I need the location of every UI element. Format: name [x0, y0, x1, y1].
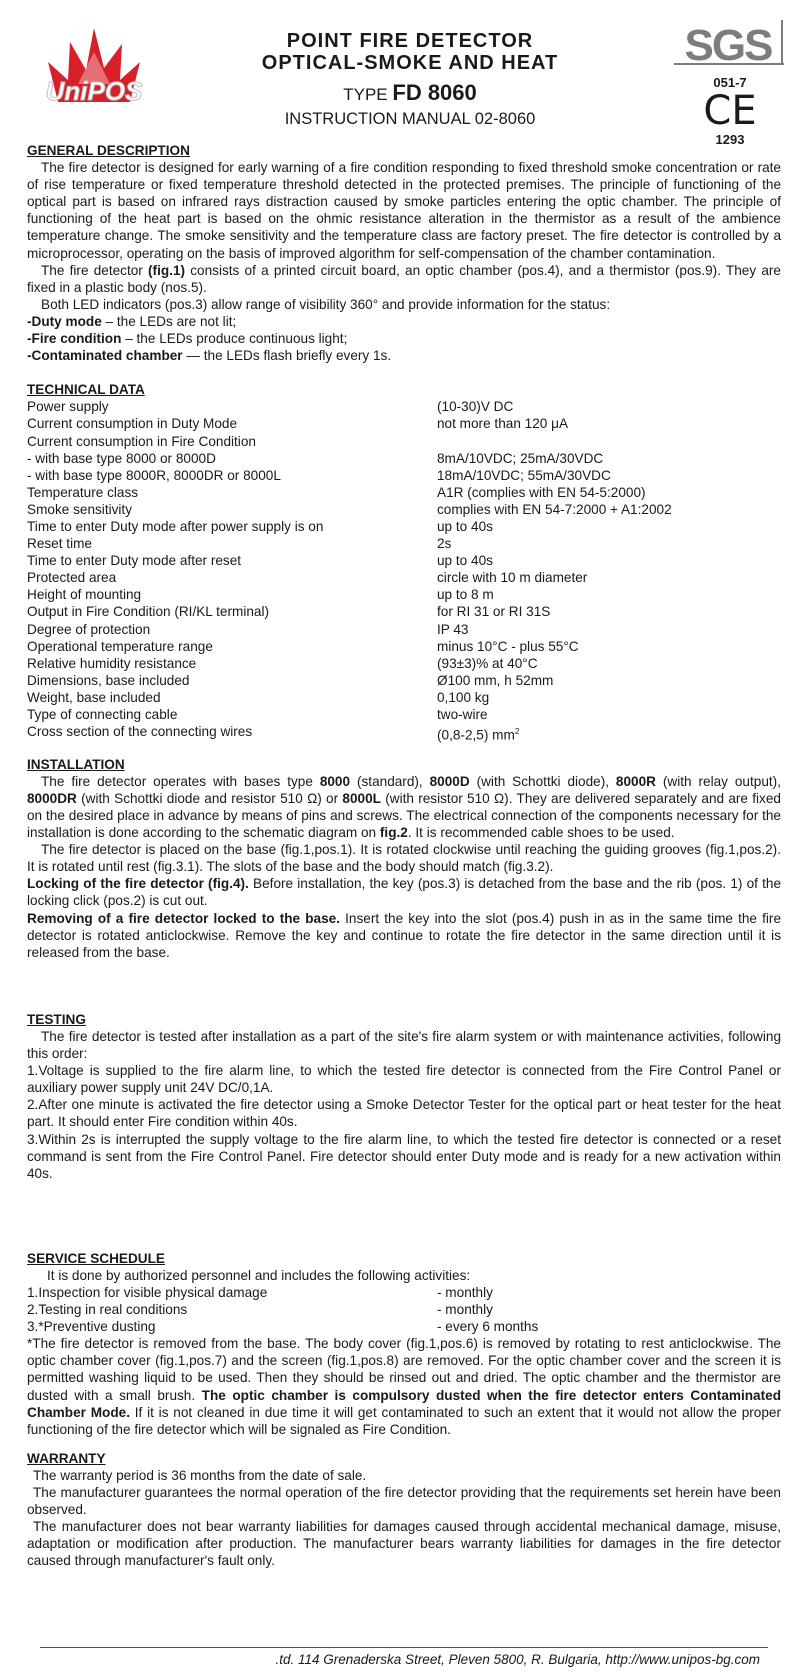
- service-intro: It is done by authorized personnel and includes the following activities:: [47, 1267, 471, 1283]
- general-paragraph-1: The fire detector is designed for early warning of a fire condition responding to fixed threshold smoke concentration or rate of rise temperature or fixed temperature threshold detected in the protected premises. The principle of functioning of the optical part is based on infrared rays distraction caused by smoke particles entering the optic chamber. The principle of functioning of the heat part is based on the ohmic resistance alteration in the thermistor as a result of the ambience temperature change. The smoke sensitivity and the temperature class are factory preset. The fire detector is controlled by a microprocessor, operating on the basis of improved algorithm for self-compensation of the chamber contamination.: [27, 160, 781, 261]
- unit-superscript: 2: [514, 727, 520, 737]
- document-body: [27, 142, 781, 1569]
- tech-param-value: Ø100 mm, h 52mm: [437, 672, 554, 688]
- service-heading: SERVICE SCHEDULE: [27, 1250, 165, 1266]
- sgs-mark-icon: [670, 18, 790, 70]
- tech-param-value: A1R (complies with EN 54-5:2000): [437, 484, 646, 500]
- service-activity: 1.Inspection for visible physical damage: [27, 1284, 268, 1300]
- footer-divider: [40, 1647, 768, 1648]
- tech-param-value: for RI 31 or RI 31S: [437, 604, 551, 620]
- tech-param-label: Dimensions, base included: [27, 672, 190, 688]
- tech-param-value: 8mA/10VDC; 25mA/30VDC: [437, 450, 604, 466]
- technical-heading: TECHNICAL DATA: [27, 382, 145, 398]
- installation-paragraph-4: Removing of a fire detector locked to the base. Insert the key into the slot (pos.4) push in as in the same time the fire detector is rotated anticlockwise. Remove the key and continue to rotate the fire detector in the same direction until it is released from the base.: [27, 910, 781, 960]
- type-value: FD 8060: [392, 80, 477, 105]
- svg-text:SGS: SGS: [684, 21, 772, 70]
- tech-param-value: minus 10°C - plus 55°C: [437, 638, 579, 654]
- general-paragraph-2: The fire detector (fig.1) consists of a printed circuit board, an optic chamber (pos.4), and a thermistor (pos.9). They are fixed in a plastic body (nos.5).: [27, 262, 781, 295]
- tech-param-label: Operational temperature range: [27, 638, 213, 654]
- warranty-paragraph-1: The warranty period is 36 months from the date of sale.: [33, 1467, 367, 1483]
- general-heading: GENERAL DESCRIPTION: [27, 143, 190, 158]
- ce-number: 1293: [715, 132, 745, 147]
- tech-param-value: not more than 120 μA: [437, 416, 569, 432]
- tech-param-value: circle with 10 m diameter: [437, 570, 588, 586]
- document-header: [200, 30, 620, 129]
- tech-param-label: Smoke sensitivity: [27, 501, 133, 517]
- testing-step-3: 3.Within 2s is interrupted the supply voltage to the fire alarm line, to which the tested fire detector is connected or a reset command is sent from the Fire Control Panel. Fire detector should enter Duty mode and is ready for a new activation within 40s.: [27, 1131, 781, 1181]
- warranty-paragraph-3: The manufacturer does not bear warranty liabilities for damages caused through accidental mechanical damage, misuse, adaptation or modification after production. The manufacturer bears warranty liabilities for damages in the fire detector caused through manufacturer's fault only.: [27, 1519, 781, 1569]
- certification-block: [670, 18, 790, 146]
- installation-paragraph-3: Locking of the fire detector (fig.4). Before installation, the key (pos.3) is detached from the base and the rib (pos. 1) of the locking click (pos.2) is cut out.: [27, 876, 782, 909]
- tech-param-label: Temperature class: [27, 484, 139, 500]
- tech-param-value: complies with EN 54-7:2000 + A1:2002: [437, 501, 672, 517]
- sgs-number: 051-7: [713, 75, 747, 90]
- service-activity: 2.Testing in real conditions: [27, 1302, 188, 1318]
- installation-heading: INSTALLATION: [27, 756, 125, 772]
- ce-mark: CE: [703, 88, 757, 134]
- type-label: TYPE: [343, 85, 388, 104]
- unipos-logo-icon: [38, 22, 150, 120]
- status-fire: -Fire condition – the LEDs produce continuous light;: [27, 331, 348, 347]
- tech-param-label: Degree of protection: [27, 621, 151, 637]
- tech-param-value: (0,8-2,5) $mm^2$: [437, 727, 520, 743]
- tech-param-value: [437, 433, 781, 450]
- tech-param-value: (93±3)% at 40°C: [437, 655, 538, 671]
- tech-param-value: 2s: [437, 536, 452, 552]
- tech-param-value: 18mA/10VDC; 55mA/30VDC: [437, 467, 611, 483]
- testing-step-2: 2.After one minute is activated the fire detector using a Smoke Detector Tester for the optical part or heat tester for the heat part. It should enter Fire condition within 40s.: [27, 1097, 781, 1130]
- tech-param-label: Weight, base included: [27, 689, 161, 705]
- svg-text:UniPOS: UniPOS: [45, 76, 143, 106]
- unipos-logo: [38, 22, 150, 120]
- general-paragraph-3: Both LED indicators (pos.3) allow range of visibility 360° and provide information for the status:: [41, 296, 611, 312]
- tech-param-label: Output in Fire Condition (RI/KL terminal): [27, 604, 270, 620]
- tech-param-value: 0,100 kg: [437, 689, 490, 705]
- tech-param-label: Time to enter Duty mode after reset: [27, 553, 242, 569]
- type-line: [200, 80, 620, 106]
- tech-param-value: IP 43: [437, 621, 469, 637]
- service-frequency: - monthly: [437, 1284, 493, 1300]
- status-contaminated: -Contaminated chamber — the LEDs flash briefly every 1s.: [27, 348, 392, 364]
- tech-param-value: up to 40s: [437, 518, 493, 534]
- tech-param-label: - with base type 8000R, 8000DR or 8000L: [27, 467, 281, 483]
- title-line-2: OPTICAL-SMOKE AND HEAT: [261, 52, 559, 74]
- tech-param-label: Height of mounting: [27, 587, 142, 603]
- service-note: *The fire detector is removed from the base. The body cover (fig.1,pos.6) is removed by rotating to rest anticlockwise. The optic chamber cover (fig.1,pos.7) and the screen (fig.1,pos.8) are removed. For the optic chamber cover and the screen it is permitted washing liquid to be used. Then they should be rinsed out and dried. The optic chamber and the thermistor are dusted with a small brush. The optic chamber is compulsory dusted when the fire detector enters Contaminated Chamber Mode. If it is not cleaned in due time it will get contaminated to such an extent that it would not allow the proper functioning of the fire detector which will be signaled as Fire Condition.: [27, 1336, 781, 1437]
- tech-param-value: two-wire: [437, 707, 488, 722]
- warranty-heading: WARRANTY: [27, 1450, 106, 1466]
- tech-param-label: Type of connecting cable: [27, 707, 178, 722]
- tech-param-label: Power supply: [27, 399, 109, 415]
- testing-paragraph: The fire detector is tested after installation as a part of the site's fire alarm system or with maintenance activities, following this order:: [27, 1028, 781, 1062]
- tech-param-label: Current consumption in Duty Mode: [27, 416, 238, 432]
- tech-param-label: Relative humidity resistance: [27, 655, 197, 671]
- footer-address: .td. 114 Grenaderska Street, Pleven 5800, R. Bulgaria, http://www.unipos-bg.com: [275, 1652, 760, 1667]
- service-frequency: - every 6 months: [437, 1319, 539, 1335]
- tech-param-label: Cross section of the connecting wires: [27, 724, 253, 740]
- tech-param-label: Reset time: [27, 536, 92, 552]
- installation-paragraph-2: The fire detector is placed on the base (fig.1,pos.1). It is rotated clockwise until reaching the guiding grooves (fig.1,pos.2). It is rotated until rest (fig.3.1). The slots of the base and the body should match (fig.3.2).: [27, 842, 781, 875]
- tech-param-value: up to 40s: [437, 553, 493, 569]
- testing-step-1: 1.Voltage is supplied to the fire alarm line, to which the tested fire detector is connected from the Fire Control Panel or auxiliary power supply unit 24V DC/0,1A.: [27, 1063, 781, 1096]
- tech-param-label: Current consumption in Fire Condition: [27, 433, 256, 449]
- installation-paragraph-1: The fire detector operates with bases type 8000 (standard), 8000D (with Schottki diode), 8000R (with relay output), 8000DR (with Schottki diode and resistor 510 Ω) or 8000L (with resistor 510 Ω). They are delivered separately and are fixed on the desired place in advance by means of pins and screws. The electrical connection of the components necessary for the installation is done according to the schematic diagram on fig.2. It is recommended cable shoes to be used.: [27, 773, 781, 841]
- tech-param-label: Protected area: [27, 570, 117, 586]
- tech-param-value: (10-30)V DC: [437, 399, 514, 415]
- tech-param-label: Time to enter Duty mode after power supply is on: [27, 518, 324, 534]
- service-activity: 3.*Preventive dusting: [27, 1319, 156, 1335]
- service-frequency: - monthly: [437, 1302, 493, 1318]
- warranty-paragraph-2: The manufacturer guarantees the normal operation of the fire detector providing that the requirements set herein have been observed.: [27, 1485, 781, 1518]
- title-line-1: POINT FIRE DETECTOR: [286, 30, 534, 52]
- manual-number: INSTRUCTION MANUAL 02-8060: [284, 110, 536, 128]
- tech-param-value: up to 8 m: [437, 587, 494, 603]
- status-duty: -Duty mode – the LEDs are not lit;: [27, 313, 237, 329]
- technical-data-table: [27, 398, 781, 743]
- service-schedule-table: [27, 1284, 781, 1335]
- testing-heading: TESTING: [27, 1011, 86, 1027]
- tech-param-label: - with base type 8000 or 8000D: [27, 450, 216, 466]
